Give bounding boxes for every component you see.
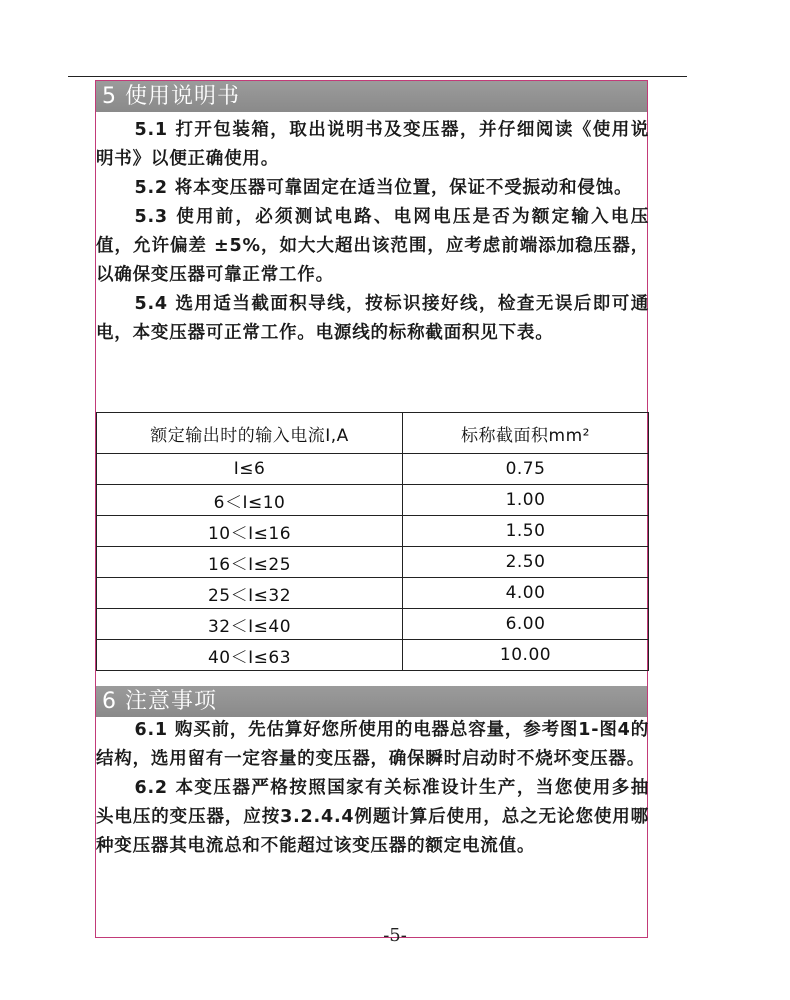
table-row	[97, 578, 649, 609]
top-rule	[68, 76, 687, 77]
cross-section-table	[96, 412, 649, 671]
cross-section-cell: 2.50	[403, 547, 649, 578]
table-row	[97, 609, 649, 640]
paragraph-5-3: 5.3 使用前，必须测试电路、电网电压是否为额定输入电压值，允许偏差 ±5%，如大大超出该范围，应考虑前端添加稳压器，以确保变压器可靠正常工作。	[96, 207, 649, 285]
table-row	[97, 454, 649, 485]
cross-section-cell: 10.00	[403, 640, 649, 671]
header-cross-section: 标称截面积mm²	[403, 413, 649, 454]
section-6-body	[96, 716, 649, 861]
paragraph-5-2: 5.2 将本变压器可靠固定在适当位置，保证不受振动和侵蚀。	[134, 178, 633, 198]
table-row	[97, 516, 649, 547]
current-range-cell: 40＜I≤63	[97, 640, 403, 671]
paragraph-5-1: 5.1 打开包装箱，取出说明书及变压器，并仔细阅读《使用说明书》以便正确使用。	[96, 120, 649, 169]
current-range-cell: 16＜I≤25	[97, 547, 403, 578]
cross-section-cell: 0.75	[403, 454, 649, 485]
paragraph-6-1: 6.1 购买前，先估算好您所使用的电器总容量，参考图1-图4的结构，选用留有一定容量的变压器，确保瞬时启动时不烧坏变压器。	[96, 720, 649, 769]
cross-section-cell: 1.00	[403, 485, 649, 516]
current-range-cell: 32＜I≤40	[97, 609, 403, 640]
section-5-header: 5 使用说明书	[96, 81, 647, 112]
cross-section-cell: 4.00	[403, 578, 649, 609]
table-row	[97, 547, 649, 578]
table-row	[97, 485, 649, 516]
paragraph-6-2: 6.2 本变压器严格按照国家有关标准设计生产，当您使用多抽头电压的变压器，应按3.2.4.4例题计算后使用，总之无论您使用哪种变压器其电流总和不能超过该变压器的额定电流值。	[96, 778, 649, 856]
paragraph-5-4: 5.4 选用适当截面积导线，按标识接好线，检查无误后即可通电，本变压器可正常工作。电源线的标称截面积见下表。	[96, 294, 649, 343]
section-5-body	[96, 116, 649, 348]
table-row	[97, 640, 649, 671]
section-6-header: 6 注意事项	[96, 686, 647, 717]
current-range-cell: 6＜I≤10	[97, 485, 403, 516]
header-input-current: 额定输出时的输入电流I,A	[97, 413, 403, 454]
cross-section-cell: 1.50	[403, 516, 649, 547]
current-range-cell: I≤6	[97, 454, 403, 485]
current-range-cell: 10＜I≤16	[97, 516, 403, 547]
table-header-row	[97, 413, 649, 454]
page-number: -5-	[383, 925, 407, 946]
cross-section-cell: 6.00	[403, 609, 649, 640]
current-range-cell: 25＜I≤32	[97, 578, 403, 609]
